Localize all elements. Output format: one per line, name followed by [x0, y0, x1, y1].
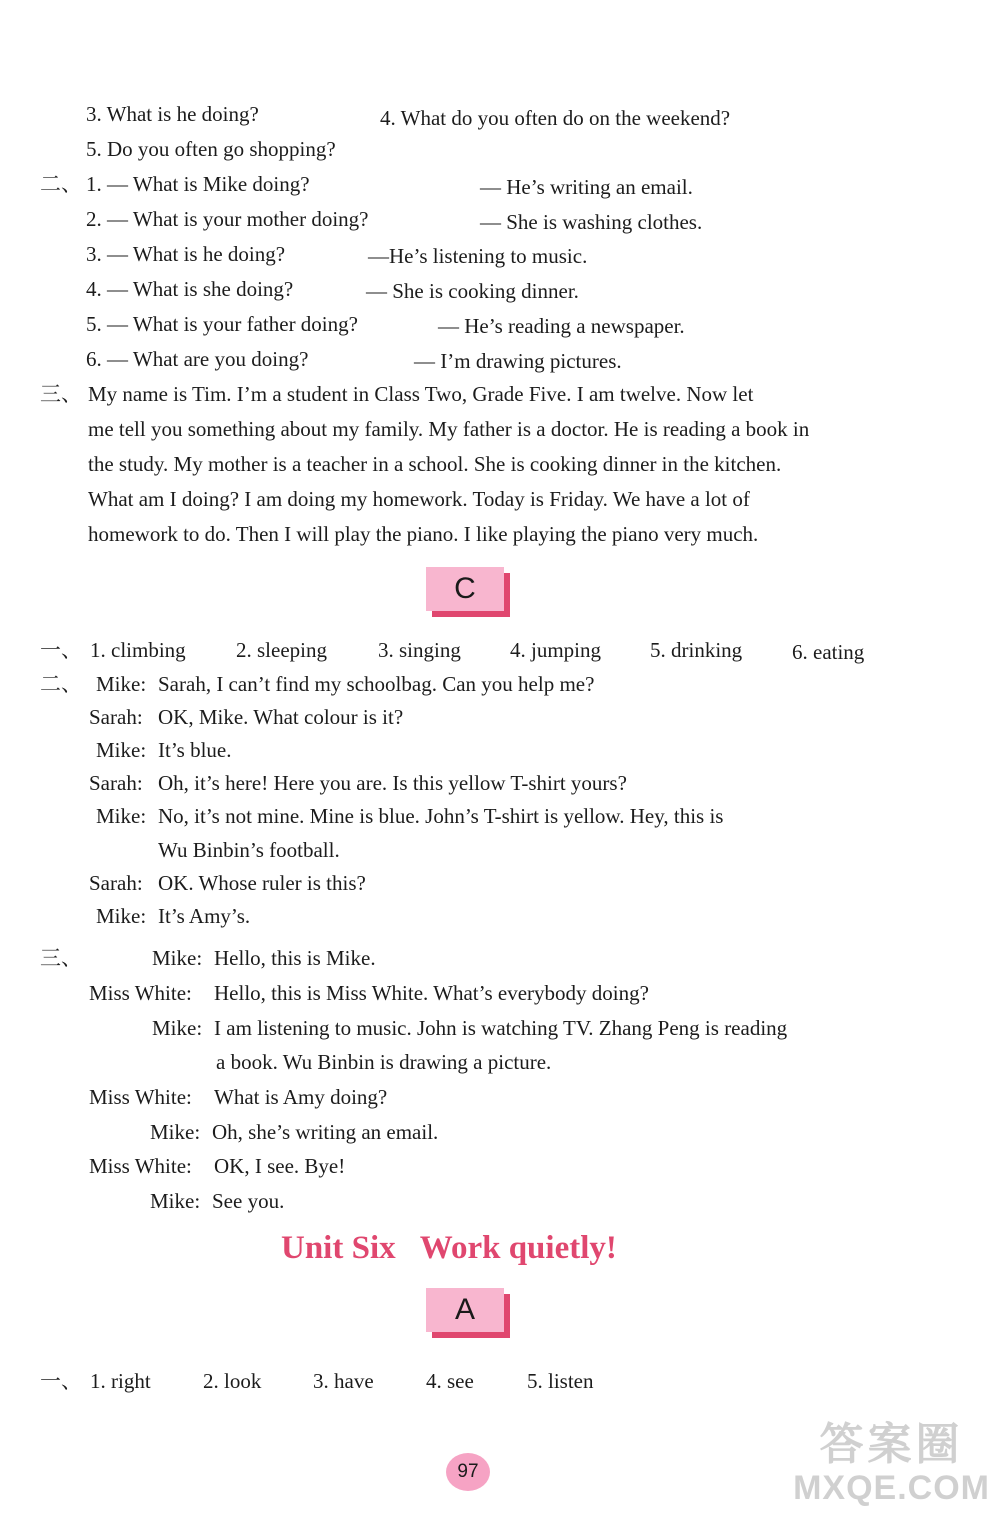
- c2-text-4: Oh, it’s here! Here you are. Is this yellow T-shirt yours?: [158, 771, 627, 795]
- c1-item-5: 5. drinking: [650, 638, 743, 662]
- b3-marker: 三、: [40, 382, 82, 406]
- section-c-badge: C: [426, 567, 504, 611]
- b1-q3: 3. What is he doing?: [86, 102, 259, 126]
- c3-speaker-1: Mike:: [152, 946, 203, 970]
- a1-item-4: 4. see: [426, 1369, 474, 1393]
- c2-speaker-8: Mike:: [96, 904, 147, 928]
- c2-speaker-4: Sarah:: [89, 771, 143, 795]
- b3-line-3: the study. My mother is a teacher in a school. She is cooking dinner in the kitchen.: [88, 452, 782, 476]
- c2-speaker-2: Sarah:: [89, 705, 143, 729]
- c3-speaker-3: Mike:: [152, 1016, 203, 1040]
- c3-text-5: What is Amy doing?: [214, 1085, 388, 1109]
- c2-marker: 二、: [40, 672, 82, 696]
- c3-speaker-2: Miss White:: [89, 981, 192, 1005]
- b1-q4: 4. What do you often do on the weekend?: [380, 106, 731, 130]
- c3-speaker-5: Miss White:: [89, 1085, 192, 1109]
- c2-text-7: OK. Whose ruler is this?: [158, 871, 366, 895]
- c2-speaker-1: Mike:: [96, 672, 147, 696]
- c3-speaker-7: Miss White:: [89, 1154, 192, 1178]
- c2-text-3: It’s blue.: [158, 738, 232, 762]
- c2-text-8: It’s Amy’s.: [158, 904, 251, 928]
- c2-speaker-3: Mike:: [96, 738, 147, 762]
- c2-speaker-5: Mike:: [96, 804, 147, 828]
- unit-title: Unit Six Work quietly!: [281, 1230, 617, 1266]
- b3-line-4: What am I doing? I am doing my homework. Today is Friday. We have a lot of: [88, 487, 750, 511]
- c3-speaker-8: Mike:: [150, 1189, 201, 1213]
- page-number: 97: [446, 1453, 490, 1491]
- a1-marker: 一、: [40, 1369, 82, 1393]
- b2-q4: 4. — What is she doing?: [86, 277, 294, 301]
- b2-q1: 1. — What is Mike doing?: [86, 172, 310, 196]
- watermark-bottom: MXQE.COM: [793, 1469, 990, 1507]
- c3-text-1: Hello, this is Mike.: [214, 946, 376, 970]
- b3-line-2: me tell you something about my family. My father is a doctor. He is reading a book in: [88, 417, 810, 441]
- b2-a4: — She is cooking dinner.: [366, 279, 579, 303]
- b2-q2: 2. — What is your mother doing?: [86, 207, 369, 231]
- c1-item-2: 2. sleeping: [236, 638, 327, 662]
- b2-q6: 6. — What are you doing?: [86, 347, 309, 371]
- c2-text-2: OK, Mike. What colour is it?: [158, 705, 404, 729]
- b2-a2: — She is washing clothes.: [480, 210, 703, 234]
- c2-text-6: Wu Binbin’s football.: [158, 838, 340, 862]
- c1-item-3: 3. singing: [378, 638, 461, 662]
- b2-a1: — He’s writing an email.: [480, 175, 693, 199]
- c1-item-6: 6. eating: [792, 640, 865, 664]
- b2-a6: — I’m drawing pictures.: [414, 349, 622, 373]
- b2-marker: 二、: [40, 172, 82, 196]
- b1-q5: 5. Do you often go shopping?: [86, 137, 336, 161]
- c3-marker: 三、: [40, 946, 82, 970]
- a1-item-2: 2. look: [203, 1369, 262, 1393]
- c3-text-7: OK, I see. Bye!: [214, 1154, 346, 1178]
- b2-a3: —He’s listening to music.: [368, 244, 588, 268]
- c2-speaker-7: Sarah:: [89, 871, 143, 895]
- a1-item-1: 1. right: [90, 1369, 151, 1393]
- b3-line-1: My name is Tim. I’m a student in Class Two, Grade Five. I am twelve. Now let: [88, 382, 754, 406]
- c3-text-2: Hello, this is Miss White. What’s everybody doing?: [214, 981, 649, 1005]
- watermark-top: 答案圈: [819, 1420, 964, 1469]
- c2-text-1: Sarah, I can’t find my schoolbag. Can you help me?: [158, 672, 595, 696]
- b2-q3: 3. — What is he doing?: [86, 242, 286, 266]
- c1-marker: 一、: [40, 638, 82, 662]
- c1-item-4: 4. jumping: [510, 638, 602, 662]
- c3-text-3: I am listening to music. John is watching TV. Zhang Peng is reading: [214, 1016, 788, 1040]
- b2-q5: 5. — What is your father doing?: [86, 312, 358, 336]
- b2-a5: — He’s reading a newspaper.: [438, 314, 685, 338]
- a1-item-5: 5. listen: [527, 1369, 594, 1393]
- c3-text-6: Oh, she’s writing an email.: [212, 1120, 439, 1144]
- section-a-badge: A: [426, 1288, 504, 1332]
- a1-item-3: 3. have: [313, 1369, 374, 1393]
- watermark: [793, 1420, 990, 1507]
- b3-line-5: homework to do. Then I will play the piano. I like playing the piano very much.: [88, 522, 759, 546]
- c3-text-4: a book. Wu Binbin is drawing a picture.: [216, 1050, 552, 1074]
- c3-text-8: See you.: [212, 1189, 285, 1213]
- c2-text-5: No, it’s not mine. Mine is blue. John’s T-shirt is yellow. Hey, this is: [158, 804, 724, 828]
- c3-speaker-6: Mike:: [150, 1120, 201, 1144]
- c1-item-1: 1. climbing: [90, 638, 186, 662]
